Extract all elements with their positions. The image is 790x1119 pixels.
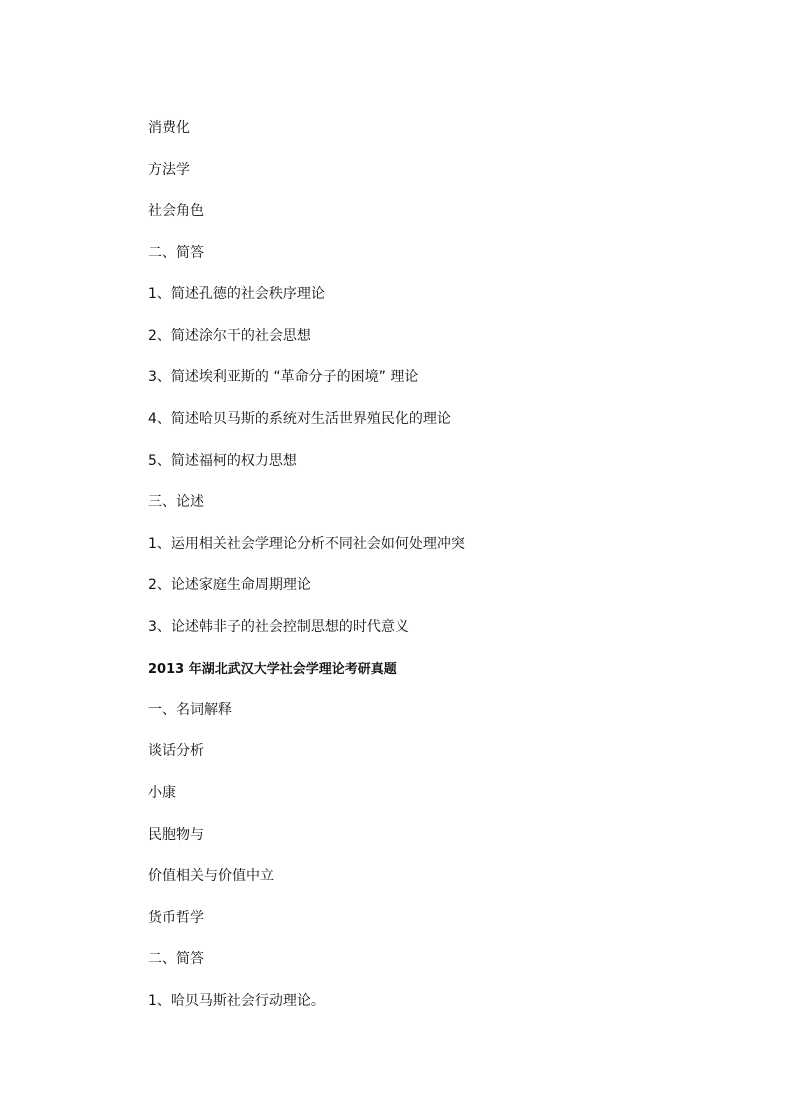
section-heading-short-answer: 二、简答: [148, 245, 204, 261]
term-item: 民胞物与: [148, 827, 204, 843]
term-item: 谈话分析: [148, 743, 204, 759]
question-item: 2、论述家庭生命周期理论: [148, 577, 311, 593]
question-item: 2、简述涂尔干的社会思想: [148, 328, 311, 344]
section-heading-short-answer: 二、简答: [148, 951, 204, 967]
question-item: 3、简述埃利亚斯的 “革命分子的困境” 理论: [148, 369, 419, 385]
term-item: 小康: [148, 785, 176, 801]
term-item: 价值相关与价值中立: [148, 868, 274, 884]
term-methodology: 方法学: [148, 162, 190, 178]
question-item: 1、运用相关社会学理论分析不同社会如何处理冲突: [148, 536, 465, 552]
term-social-role: 社会角色: [148, 203, 204, 219]
term-consumerization: 消费化: [148, 120, 190, 136]
section-heading-essay: 三、论述: [148, 494, 204, 510]
question-item: 3、论述韩非子的社会控制思想的时代意义: [148, 619, 409, 635]
question-item: 5、简述福柯的权力思想: [148, 453, 297, 469]
question-item: 1、简述孔德的社会秩序理论: [148, 286, 325, 302]
question-item: 1、哈贝马斯社会行动理论。: [148, 993, 325, 1009]
section-heading-terms: 一、名词解释: [148, 702, 232, 718]
question-item: 4、简述哈贝马斯的系统对生活世界殖民化的理论: [148, 411, 451, 427]
exam-title: 2013 年湖北武汉大学社会学理论考研真题: [148, 662, 397, 677]
term-item: 货币哲学: [148, 910, 204, 926]
